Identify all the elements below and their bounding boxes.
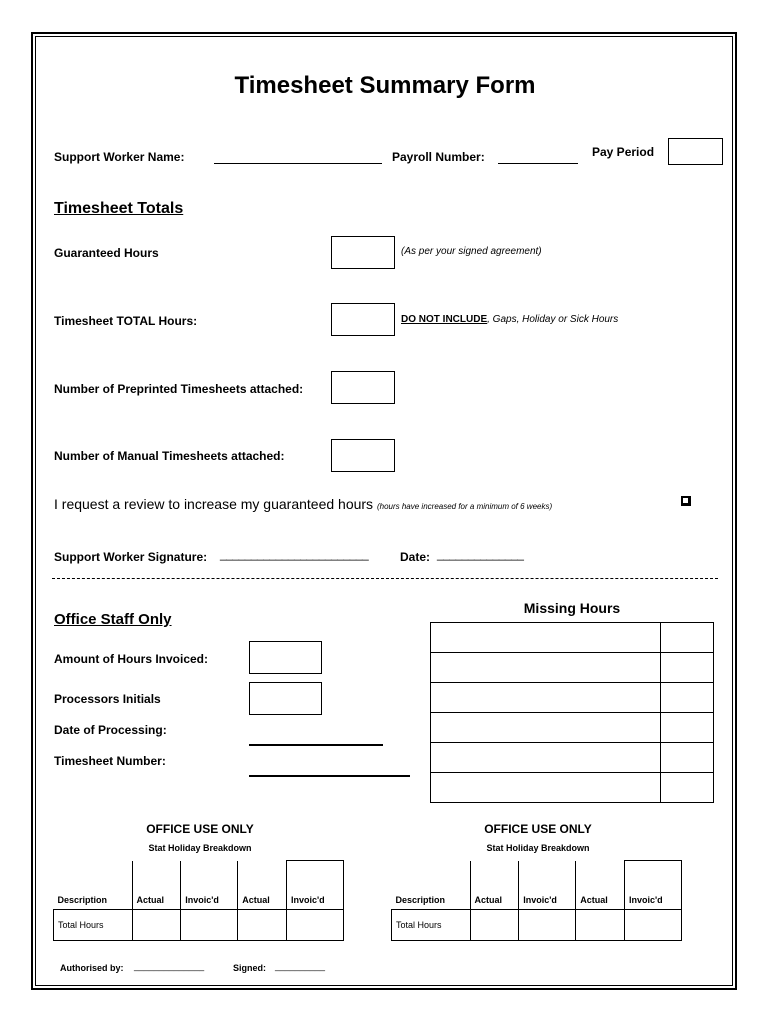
cell-actual[interactable]: [470, 910, 519, 941]
missing-hours-cell[interactable]: [431, 623, 661, 653]
cell-invoiced[interactable]: [287, 910, 344, 941]
header-invoiced: Invoic'd: [625, 861, 682, 910]
total-hours-label: Timesheet TOTAL Hours:: [54, 314, 198, 328]
worker-name-label: Support Worker Name:: [54, 150, 185, 164]
row-label-total-hours: Total Hours: [392, 910, 471, 941]
manual-timesheets-box[interactable]: [331, 439, 395, 472]
cell-invoiced[interactable]: [181, 910, 238, 941]
missing-hours-table: [430, 622, 714, 803]
hours-invoiced-label: Amount of Hours Invoiced:: [54, 652, 208, 666]
payroll-number-label: Payroll Number:: [392, 150, 485, 164]
review-request-main: I request a review to increase my guaranteed hours: [54, 496, 374, 512]
cell-actual[interactable]: [238, 910, 287, 941]
table-row: [431, 773, 714, 803]
table-header-row: [392, 861, 682, 910]
missing-hours-cell[interactable]: [661, 743, 714, 773]
cell-invoiced[interactable]: [625, 910, 682, 941]
header-invoiced: Invoic'd: [287, 861, 344, 910]
header-actual: Actual: [576, 861, 625, 910]
review-request-text: [54, 496, 552, 512]
do-not-include-text: DO NOT INCLUDE: [401, 314, 488, 325]
office-use-title-right: OFFICE USE ONLY: [484, 822, 592, 836]
date-line[interactable]: ______________: [437, 547, 524, 561]
form-title: Timesheet Summary Form: [234, 72, 536, 99]
missing-hours-cell[interactable]: [431, 713, 661, 743]
missing-hours-cell[interactable]: [661, 653, 714, 683]
processors-initials-box[interactable]: [249, 682, 322, 715]
total-hours-note: [401, 314, 618, 325]
guaranteed-hours-box[interactable]: [331, 236, 395, 269]
manual-timesheets-label: Number of Manual Timesheets attached:: [54, 449, 285, 463]
header-actual: Actual: [238, 861, 287, 910]
payroll-number-field[interactable]: [498, 163, 578, 164]
guaranteed-hours-note: (As per your signed agreement): [401, 246, 542, 257]
missing-hours-title: Missing Hours: [523, 600, 621, 616]
date-of-processing-line[interactable]: [249, 744, 383, 746]
stat-holiday-subtitle-right: Stat Holiday Breakdown: [486, 843, 590, 853]
review-request-checkbox[interactable]: [681, 496, 691, 506]
stat-holiday-subtitle-left: Stat Holiday Breakdown: [148, 843, 252, 853]
table-header-row: [54, 861, 344, 910]
date-of-processing-label: Date of Processing:: [54, 723, 167, 737]
timesheet-totals-heading: Timesheet Totals: [54, 200, 184, 217]
missing-hours-cell[interactable]: [431, 653, 661, 683]
office-use-title-left: OFFICE USE ONLY: [146, 822, 254, 836]
cell-actual[interactable]: [132, 910, 181, 941]
header-description: Description: [54, 861, 133, 910]
table-row: [431, 653, 714, 683]
worker-name-field[interactable]: [214, 163, 382, 164]
header-actual: Actual: [132, 861, 181, 910]
header-invoiced: Invoic'd: [181, 861, 238, 910]
total-hours-note-rest: , Gaps, Holiday or Sick Hours: [487, 314, 619, 325]
missing-hours-cell[interactable]: [431, 743, 661, 773]
header-description: Description: [392, 861, 471, 910]
pay-period-label: Pay Period: [592, 145, 655, 159]
table-row: [54, 910, 344, 941]
review-request-note: (hours have increased for a minimum of 6 weeks): [376, 502, 553, 511]
table-row: [392, 910, 682, 941]
cell-actual[interactable]: [576, 910, 625, 941]
preprinted-timesheets-label: Number of Preprinted Timesheets attached:: [54, 382, 304, 396]
row-label-total-hours: Total Hours: [54, 910, 133, 941]
missing-hours-cell[interactable]: [661, 683, 714, 713]
authorised-by-line[interactable]: ______________: [134, 961, 205, 971]
missing-hours-cell[interactable]: [661, 623, 714, 653]
pay-period-box[interactable]: [668, 138, 723, 165]
timesheet-number-label: Timesheet Number:: [54, 754, 166, 768]
processors-initials-label: Processors Initials: [54, 692, 161, 706]
header-actual: Actual: [470, 861, 519, 910]
missing-hours-cell[interactable]: [661, 773, 714, 803]
cell-invoiced[interactable]: [519, 910, 576, 941]
guaranteed-hours-label: Guaranteed Hours: [54, 246, 159, 260]
office-staff-heading: Office Staff Only: [54, 611, 172, 628]
missing-hours-cell[interactable]: [431, 683, 661, 713]
stat-holiday-table-right: [391, 860, 682, 941]
timesheet-number-line[interactable]: [249, 775, 410, 777]
authorised-by-label: Authorised by:: [60, 963, 124, 973]
signature-label: Support Worker Signature:: [54, 550, 208, 564]
preprinted-timesheets-box[interactable]: [331, 371, 395, 404]
table-row: [431, 743, 714, 773]
stat-holiday-table-left: [53, 860, 344, 941]
table-row: [431, 683, 714, 713]
hours-invoiced-box[interactable]: [249, 641, 322, 674]
section-divider: [52, 578, 718, 579]
table-row: [431, 713, 714, 743]
missing-hours-cell[interactable]: [661, 713, 714, 743]
table-row: [431, 623, 714, 653]
header-invoiced: Invoic'd: [519, 861, 576, 910]
missing-hours-cell[interactable]: [431, 773, 661, 803]
date-label: Date:: [400, 550, 431, 564]
signed-line[interactable]: __________: [275, 961, 326, 971]
signed-label: Signed:: [233, 963, 266, 973]
total-hours-box[interactable]: [331, 303, 395, 336]
signature-line[interactable]: ________________________: [220, 547, 369, 561]
